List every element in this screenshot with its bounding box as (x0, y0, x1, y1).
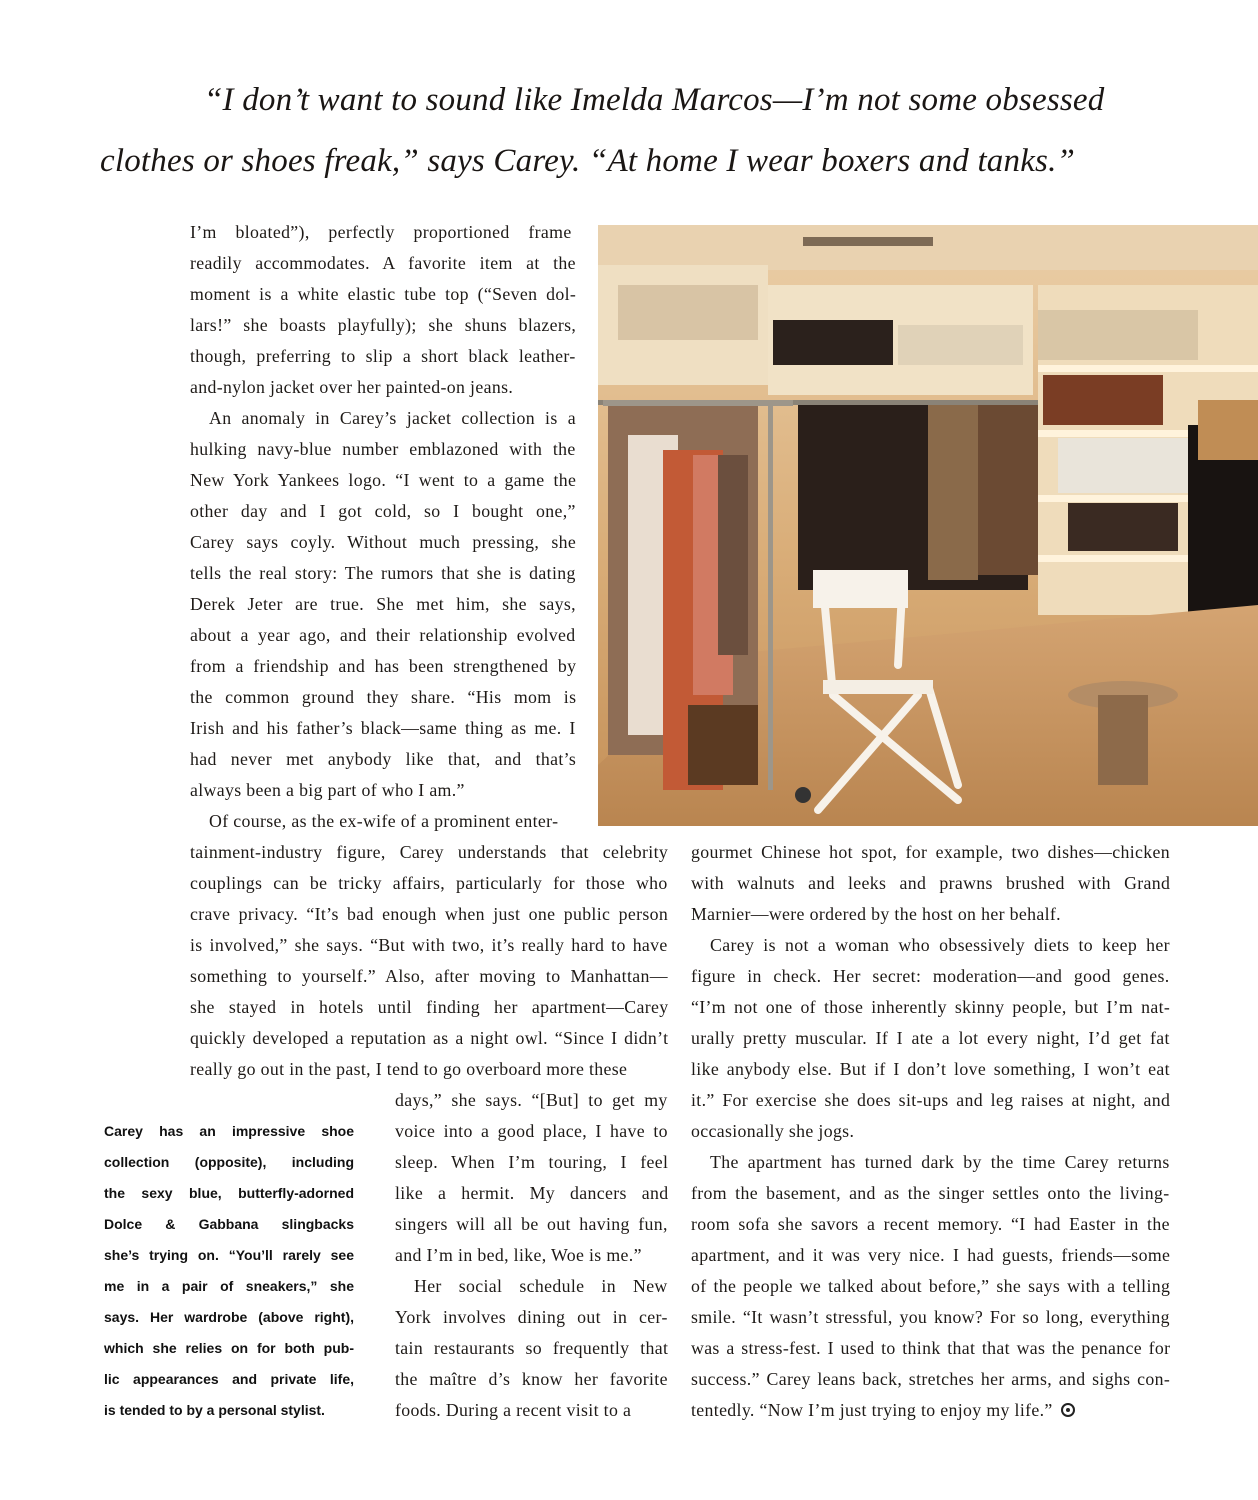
text-line: from a friendship and has been strengthened by (190, 656, 577, 676)
text-line: I’m bloated”), perfectly proportioned frame (190, 222, 572, 242)
caption-line: collection (opposite), including (104, 1154, 354, 1170)
text-line: New York Yankees logo. “I went to a game the (190, 470, 577, 490)
text-line: tentedly. “Now I’m just trying to enjoy my life.” (691, 1395, 1075, 1426)
text-line: hulking navy-blue number emblazoned with the (190, 439, 576, 459)
text-line: something to yourself.” Also, after moving to Manhattan— (190, 966, 668, 986)
text-line: other day and I got cold, so I bought one,” (190, 501, 576, 521)
text-line: days,” she says. “[But] to get my (395, 1090, 668, 1110)
text-line: gourmet Chinese hot spot, for example, two dishes—chicken (691, 842, 1171, 862)
text-line: she stayed in hotels until finding her apartment—Carey (190, 997, 669, 1017)
text-line: Derek Jeter are true. She met him, she says, (190, 594, 576, 614)
text-line: sleep. When I’m touring, I feel (395, 1152, 669, 1172)
text-line: it.” For exercise she does sit-ups and leg raises at night, and (691, 1090, 1171, 1110)
caption-line: the sexy blue, butterfly-adorned (104, 1185, 354, 1201)
text-line: Her social schedule in New (414, 1276, 668, 1296)
text-line: Of course, as the ex-wife of a prominent enter- (209, 811, 559, 831)
text-line: York involves dining out in cer- (395, 1307, 668, 1327)
text-line: Carey says coyly. Without much pressing, she (190, 532, 577, 552)
text-line: lars!” she boasts playfully); she shuns blazers, (190, 315, 577, 335)
text-line: foods. During a recent visit to a (395, 1400, 632, 1420)
text-line: from the basement, and as the singer settles onto the living- (691, 1183, 1170, 1203)
text-line: about a year ago, and their relationship evolved (190, 625, 576, 645)
text-line: Carey is not a woman who obsessively diets to keep her (710, 935, 1170, 955)
text-line: tainment-industry figure, Carey understands that celebrity (190, 842, 669, 862)
text-line: like anybody else. But if I don’t love something, I won’t eat (691, 1059, 1170, 1079)
text-line: An anomaly in Carey’s jacket collection is a (209, 408, 576, 428)
caption-line: lic appearances and private life, (104, 1371, 354, 1387)
text-line: The apartment has turned dark by the time Carey returns (710, 1152, 1170, 1172)
text-line: crave privacy. “It’s bad enough when just one public person (190, 904, 669, 924)
text-line: urally pretty muscular. If I ate a lot every night, I’d get fat (691, 1028, 1170, 1048)
text-line: of the people we talked about before,” she says with a telling (691, 1276, 1171, 1296)
text-line: like a hermit. My dancers and (395, 1183, 669, 1203)
caption-line: Carey has an impressive shoe (104, 1123, 354, 1139)
text-line: readily accommodates. A favorite item at the (190, 253, 576, 273)
text-line: was a stress-fest. I used to think that that was the penance for (691, 1338, 1171, 1358)
text-line: apartment, and it was very nice. I had guests, friends—some (691, 1245, 1171, 1265)
text-line: really go out in the past, I tend to go overboard more these (190, 1059, 628, 1079)
text-line: smile. “It wasn’t stressful, you know? For so long, everything (691, 1307, 1170, 1327)
text-line: singers will all be out having fun, (395, 1214, 668, 1234)
text-line: had never met anybody like that, and that’s (190, 749, 577, 769)
caption-line: me in a pair of sneakers,” she (104, 1278, 354, 1294)
text-line: moment is a white elastic tube top (“Seven dol- (190, 284, 577, 304)
text-line: always been a big part of who I am.” (190, 780, 465, 800)
caption-line: Dolce & Gabbana slingbacks (104, 1216, 354, 1232)
text-line: is involved,” she says. “But with two, it’s really hard to have (190, 935, 668, 955)
caption-line: is tended to by a personal stylist. (104, 1402, 325, 1418)
wardrobe-photo (598, 225, 1258, 826)
text-line: and-nylon jacket over her painted-on jeans. (190, 377, 514, 397)
end-mark-icon (1061, 1403, 1075, 1417)
text-line: quickly developed a reputation as a night owl. “Since I didn’t (190, 1028, 669, 1048)
text-line: “I’m not one of those inherently skinny people, but I’m nat- (691, 997, 1171, 1017)
text-line: with walnuts and leeks and prawns brushed with Grand (691, 873, 1171, 893)
text-line: tain restaurants so frequently that (395, 1338, 669, 1358)
text-line: and I’m in bed, like, Woe is me.” (395, 1245, 642, 1265)
text-line: Irish and his father’s black—same thing as me. I (190, 718, 576, 738)
text-line: occasionally she jogs. (691, 1121, 855, 1141)
text-line: the maître d’s know her favorite (395, 1369, 668, 1389)
text-line: couplings can be tricky affairs, particularly for those who (190, 873, 668, 893)
text-line: voice into a good place, I have to (395, 1121, 668, 1141)
caption-line: says. Her wardrobe (above right), (104, 1309, 354, 1325)
text-line: the common ground they share. “His mom is (190, 687, 577, 707)
caption-line: which she relies on for both pub- (104, 1340, 354, 1356)
text-line: room sofa she savors a recent memory. “I had Easter in the (691, 1214, 1170, 1234)
pull-quote-line-2: clothes or shoes freak,” says Carey. “At home I wear boxers and tanks.” (100, 143, 1076, 179)
caption-line: she’s trying on. “You’ll rarely see (104, 1247, 354, 1263)
text-line: Marnier—were ordered by the host on her behalf. (691, 904, 1061, 924)
pull-quote-line-1: “I don’t want to sound like Imelda Marcos—I’m not some obsessed (204, 82, 1105, 118)
text-line: tells the real story: The rumors that she is dating (190, 563, 576, 583)
text-line: figure in check. Her secret: moderation—and good genes. (691, 966, 1170, 986)
text-line: success.” Carey leans back, stretches her arms, and sighs con- (691, 1369, 1171, 1389)
text-line: though, preferring to slip a short black leather- (190, 346, 576, 366)
photo-caption (104, 1116, 354, 1426)
